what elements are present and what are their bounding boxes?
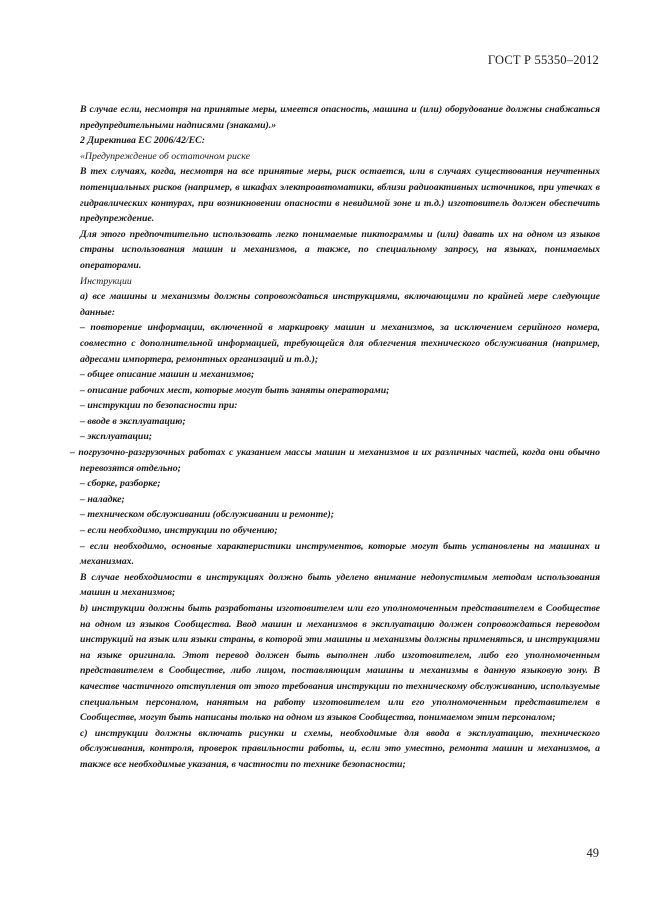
sub-list-item: – наладке; bbox=[80, 493, 125, 505]
paragraph: В случае необходимости в инструкциях должно быть уделено внимание недопустимым методам использования машин и механизмов; bbox=[80, 571, 600, 599]
sub-list-item: – сборке, разборке; bbox=[80, 478, 161, 490]
list-item: – если необходимо, основные характеристики инструментов, которые могут быть установлены на машинах и механизмах. bbox=[80, 540, 600, 568]
sub-list-item: – вводе в эксплуатацию; bbox=[80, 415, 186, 427]
document-body bbox=[70, 102, 600, 773]
list-item: – общее описание машин и механизмов; bbox=[80, 369, 255, 381]
sub-list-item: – техническом обслуживании (обслуживании и ремонте); bbox=[80, 509, 334, 521]
paragraph bbox=[80, 102, 600, 133]
section-title: Инструкции bbox=[80, 275, 132, 287]
paragraph-directive: 2 Директива ЕС 2006/42/ЕС: bbox=[80, 135, 205, 147]
document-header: ГОСТ Р 55350–2012 bbox=[487, 53, 599, 67]
list-item: – описание рабочих мест, которые могут быть заняты операторами; bbox=[80, 384, 390, 396]
list-item: b) инструкции должны быть разработаны изготовителем или его уполномоченным представителем в Сообществе на одном из языков Сообщества. Ввод машин и механизмов в эксплуатацию должен сопровождаться переводом инструкций на язык или языки страны, в которой эти машины и механизмы должны применяться, и инструкциями на языке оригинала. Этот перевод должен быть выполнен либо изготовителем, либо его уполномоченным представителем в Сообществе, либо лицом, поставляющим машины и механизмы в данную языковую зону. В качестве частичного отступления от этого требования инструкции по техническому обслуживанию, используемые специальным персоналом, нанятым на работу изготовителем или его уполномоченным представителем в Сообществе, могут быть написаны только на одном из языков Сообщества, понимаемом этим персоналом; bbox=[80, 603, 600, 724]
list-item: – если необходимо, инструкции по обучению; bbox=[80, 525, 278, 537]
list-item: c) инструкции должны включать рисунки и схемы, необходимые для ввода в эксплуатацию, технического обслуживания, контроля, проверок правильности работы, и, если это уместно, ремонта машин и механизмов, а также все необходимые указания, в частности по технике безопасности; bbox=[80, 727, 600, 770]
page-number: 49 bbox=[586, 846, 599, 860]
list-item: – инструкции по безопасности при: bbox=[80, 400, 238, 412]
text-line: В случае если, несмотря на принятые меры, имеется опасность, машина и (или) оборудование должны bbox=[80, 104, 542, 115]
paragraph: В тех случаях, когда, несмотря на все принятые меры, риск остается, или в случаях существования неучтенных потенциальных рисков (например, в шкафах электроавтоматики, вблизи радиоактивных источников, при утечках в гидравлических контурах, при возникновении опасности в невидимой зоне и т.д.) изготовитель должен обеспечить предупреждение. bbox=[80, 166, 600, 225]
paragraph: Для этого предпочтительно использовать легко понимаемые пиктограммы и (или) давать их на одном из языков страны использования машин и механизмов, а также, по специальному запросу, на языках, понимаемых операторами. bbox=[80, 228, 600, 271]
paragraph-subtitle: «Предупреждение об остаточном риске bbox=[80, 150, 250, 162]
sub-list-item: – эксплуатации; bbox=[80, 431, 153, 443]
list-item: a) все машины и механизмы должны сопровождаться инструкциями, включающими по крайней мере следующие данные: bbox=[80, 291, 600, 318]
sub-list-item: – погрузочно-разгрузочных работах с указанием массы машин и механизмов и их различных частей, когда они обычно перевозятся отдельно; bbox=[70, 447, 600, 474]
text-line: снабжаться предупредительными надписями (знаками).» bbox=[80, 104, 600, 131]
list-item: – повторение информации, включенной в маркировку машин и механизмов, за исключением серийного номера, совместно с дополнительной информацией, требующейся для облегчения технического обслуживания (например, адресами импортера, ремонтных организаций и т.д.); bbox=[80, 322, 600, 365]
